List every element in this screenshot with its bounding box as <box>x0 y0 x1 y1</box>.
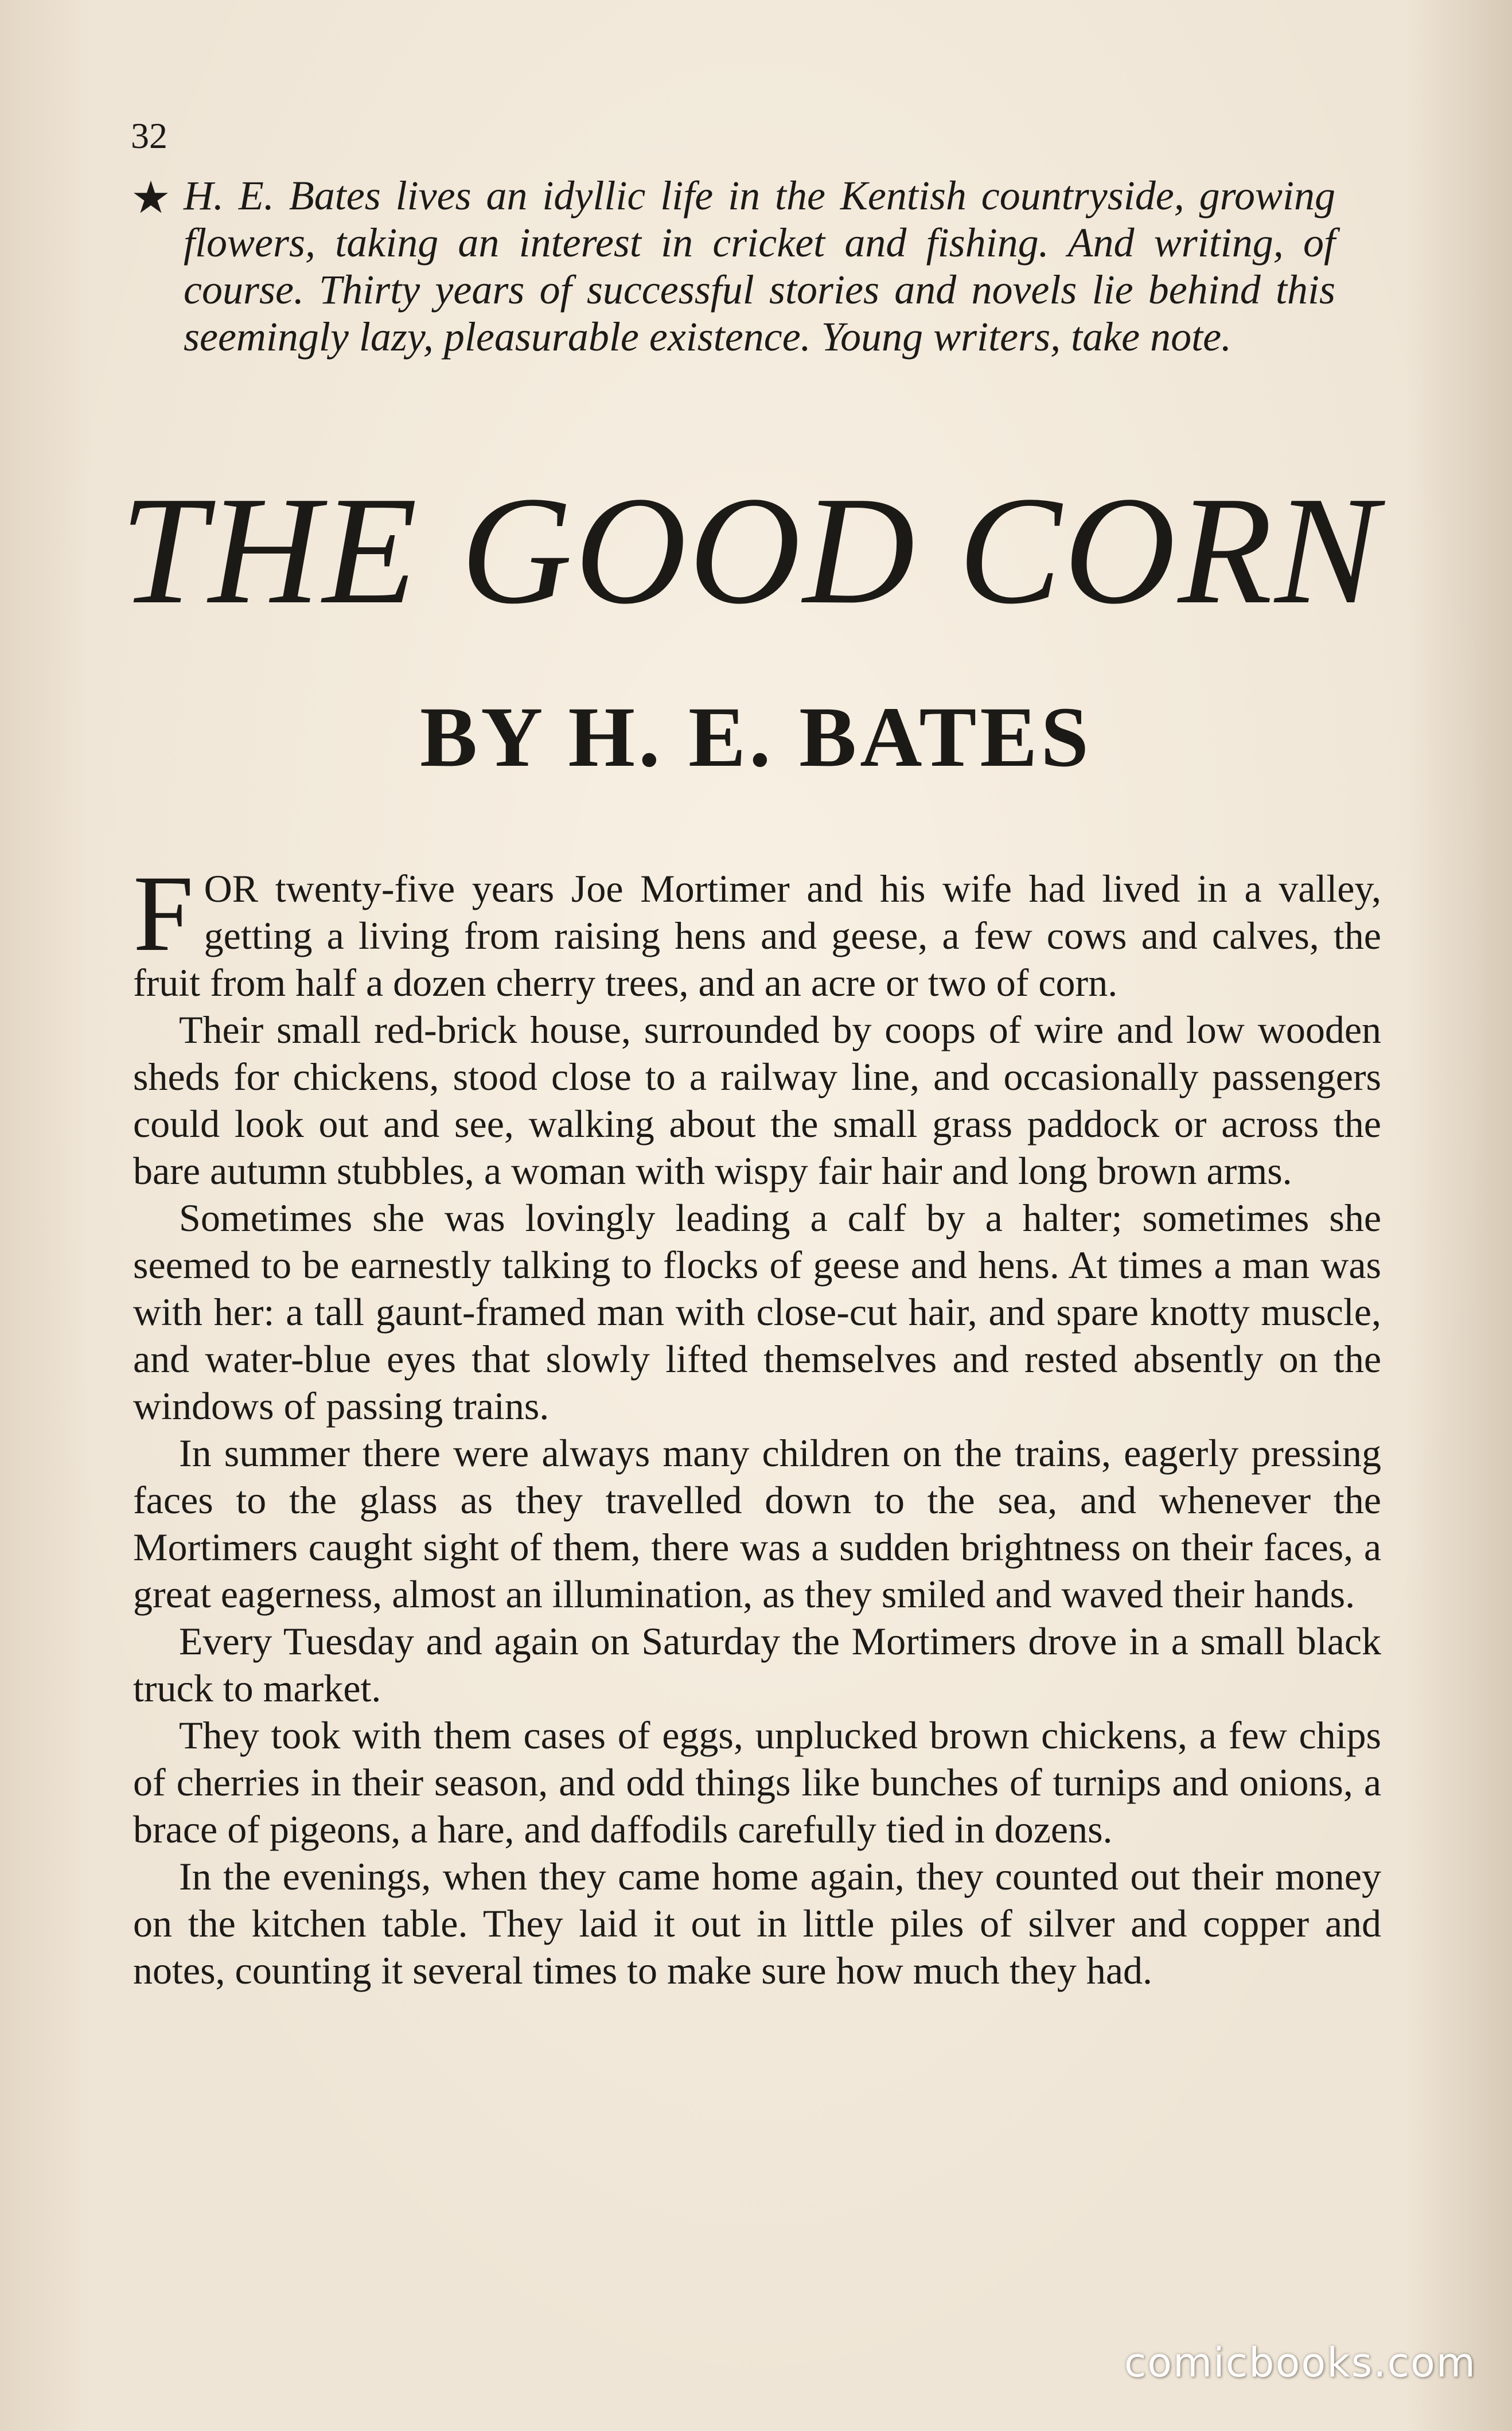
story-paragraph-2: Their small red-brick house, surrounded by coops of wire and low wooden sheds for chickens, stood close to a railway line, and occasionally passengers could look out and see, walking about the small grass paddock or across the bare autumn stubbles, a woman with wispy fair hair and long brown arms. <box>133 1008 1381 1193</box>
watermark: comicbooks.com <box>1124 2339 1476 2386</box>
drop-cap: F <box>133 854 194 974</box>
story-body <box>133 854 1381 1994</box>
story-paragraph-4: In summer there were always many children on the trains, eagerly pressing faces to the glass as they travelled down to the sea, and whenever the Mortimers caught sight of them, there was a sudden brightness on their faces, a great eagerness, almost an illumination, as they smiled and waved their hands. <box>133 1431 1381 1616</box>
intro-text: H. E. Bates lives an idyllic life in the Kentish countryside, growing flowers, taking an interest in cricket and fishing. And writing, of course. Thirty years of successful stories and novels lie behind this seemingly lazy, pleasurable existence. Young writers, take note. <box>184 173 1335 360</box>
star-icon: ★ <box>131 173 171 223</box>
page-number: 32 <box>131 115 167 156</box>
story-paragraph-7: In the evenings, when they came home again, they counted out their money on the kitchen table. They laid it out in little piles of silver and copper and notes, counting it several times to make sure how much they had. <box>133 1855 1381 1992</box>
story-paragraph-1 <box>133 854 1381 1006</box>
story-paragraph-5: Every Tuesday and again on Saturday the Mortimers drove in a small black truck to market. <box>133 1619 1381 1710</box>
story-paragraph-1-text: OR twenty-five years Joe Mortimer and his wife had lived in a valley, getting a living from raising hens and geese, a few cows and calves, the fruit from half a dozen cherry trees, and an acre or two of corn. <box>133 867 1381 1004</box>
story-paragraph-3: Sometimes she was lovingly leading a calf by a halter; sometimes she seemed to be earnestly talking to flocks of geese and hens. At times a man was with her: a tall gaunt-framed man with close-cut hair, and spare knotty muscle, and water-blue eyes that slowly lifted themselves and rested absently on the windows of passing trains. <box>133 1196 1381 1428</box>
author-intro <box>131 172 1335 360</box>
story-title: THE GOOD CORN <box>120 465 1381 636</box>
story-paragraph-6: They took with them cases of eggs, unplucked brown chickens, a few chips of cherries in their season, and odd things like bunches of turnips and onions, a brace of pigeons, a hare, and daffodils carefully tied in dozens. <box>133 1713 1381 1851</box>
byline: BY H. E. BATES <box>420 689 1092 785</box>
